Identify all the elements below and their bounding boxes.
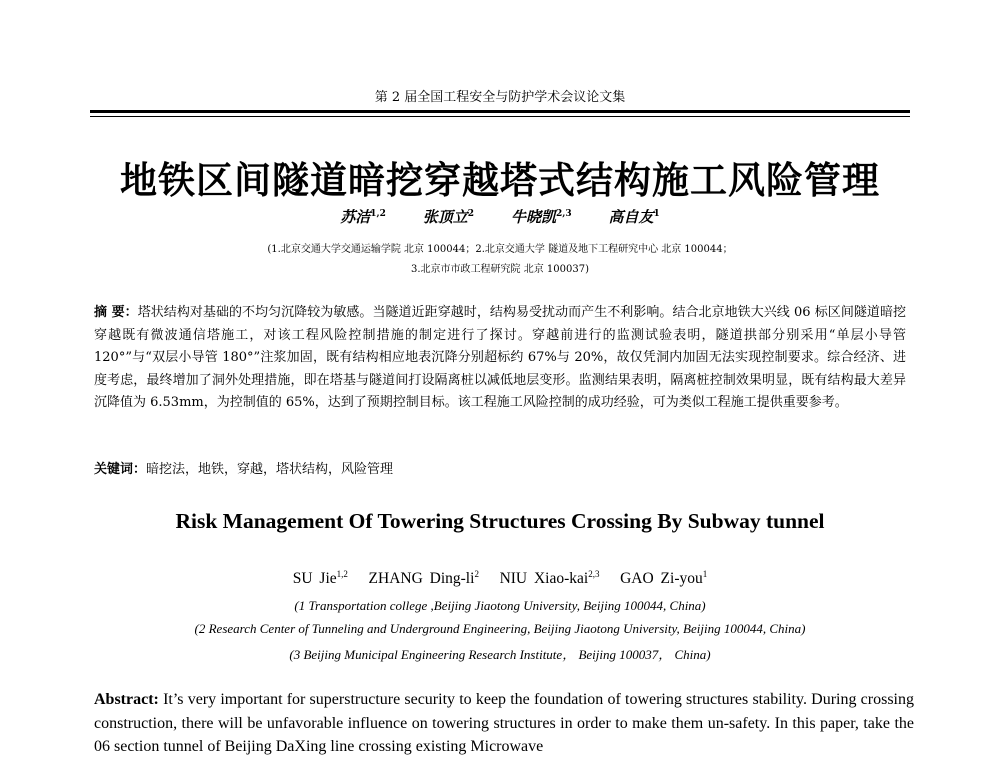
- author-cn: 牛晓凯$^{2,3}$: [510, 208, 572, 226]
- abstract-en-label: Abstract:: [94, 691, 159, 708]
- keywords-cn-text: 暗挖法，地铁，穿越，塔状结构，风险管理: [146, 462, 394, 477]
- keywords-cn: [94, 458, 906, 477]
- abstract-en: [94, 688, 914, 759]
- abstract-cn: [94, 302, 906, 415]
- affiliation-en-line: (2 Research Center of Tunneling and Underground Engineering, Beijing Jiaotong University, Beijing 100044, China): [194, 621, 806, 636]
- running-header: 第 2 届全国工程安全与防护学术会议论文集: [374, 90, 626, 105]
- author-en: GAO Zi-you$^1$: [620, 569, 708, 588]
- title-cn: 地铁区间隧道暗挖穿越塔式结构施工风险管理: [120, 159, 880, 202]
- author-en: NIU Xiao-kai$^{2,3}$: [499, 569, 600, 588]
- header-rule-thin: [90, 116, 910, 117]
- title-en: Risk Management Of Towering Structures Crossing By Subway tunnel: [175, 509, 825, 533]
- abstract-cn-text: 塔状结构对基础的不均匀沉降较为敏感。当隧道近距穿越时，结构易受扰动而产生不利影响。结合北京地铁大兴线 06 标区间隧道暗挖穿越既有微波通信塔施工，对该工程风险控制措施的制定进行了探讨。穿越前进行的监测试验表明，隧道拱部分别采用“单层小导管 120°”与“双层小导管 180°”注浆加固，既有结构相应地表沉降分别超标约 67%与 20%，故仅凭洞内加固无法实现控制要求。综合经济、进度考虑，最终增加了洞外处理措施，即在塔基与隧道间打设隔离桩以减低地层变形。监测结果表明，隔离桩控制效果明显，既有结构最大差异沉降值为 6.53mm，为控制值的 65%，达到了预期控制目标。该工程施工风险控制的成功经验，可为类似工程施工提供重要参考。: [94, 305, 906, 410]
- abstract-cn-label: 摘 要：: [94, 305, 138, 320]
- keywords-cn-label: 关键词：: [94, 462, 147, 477]
- author-cn: 张顶立$^2$: [422, 208, 475, 226]
- abstract-en-text: It’s very important for superstructure security to keep the foundation of towering structures stability. During crossing construction, there will be unfavorable influence on towering structures in order to make them un-safety. In this paper, take the 06 section tunnel of Beijing DaXing line crossing existing Microwave: [94, 691, 914, 755]
- authors-en: [100, 569, 900, 588]
- affiliation-en-line: (1 Transportation college ,Beijing Jiaotong University, Beijing 100044, China): [294, 598, 706, 613]
- affiliation-cn-line: 3.北京市市政工程研究院 北京 100037): [411, 264, 589, 275]
- author-en: ZHANG Ding-$li^2$: [368, 569, 479, 588]
- author-en: SU Jie$^{1,2}$: [292, 569, 348, 588]
- header-rule-thick: [90, 110, 910, 113]
- author-cn: 苏洁$^{1,2}$: [340, 208, 386, 226]
- authors-cn: [100, 206, 900, 227]
- affiliation-en-line: (3 Beijing Municipal Engineering Research Institute， Beijing 100037， China): [289, 647, 711, 662]
- affiliation-cn-line: (1.北京交通大学交通运输学院 北京 100044；2.北京交通大学 隧道及地下工程研究中心 北京 100044；: [267, 244, 733, 255]
- author-cn: 高自友$^1$: [608, 208, 660, 226]
